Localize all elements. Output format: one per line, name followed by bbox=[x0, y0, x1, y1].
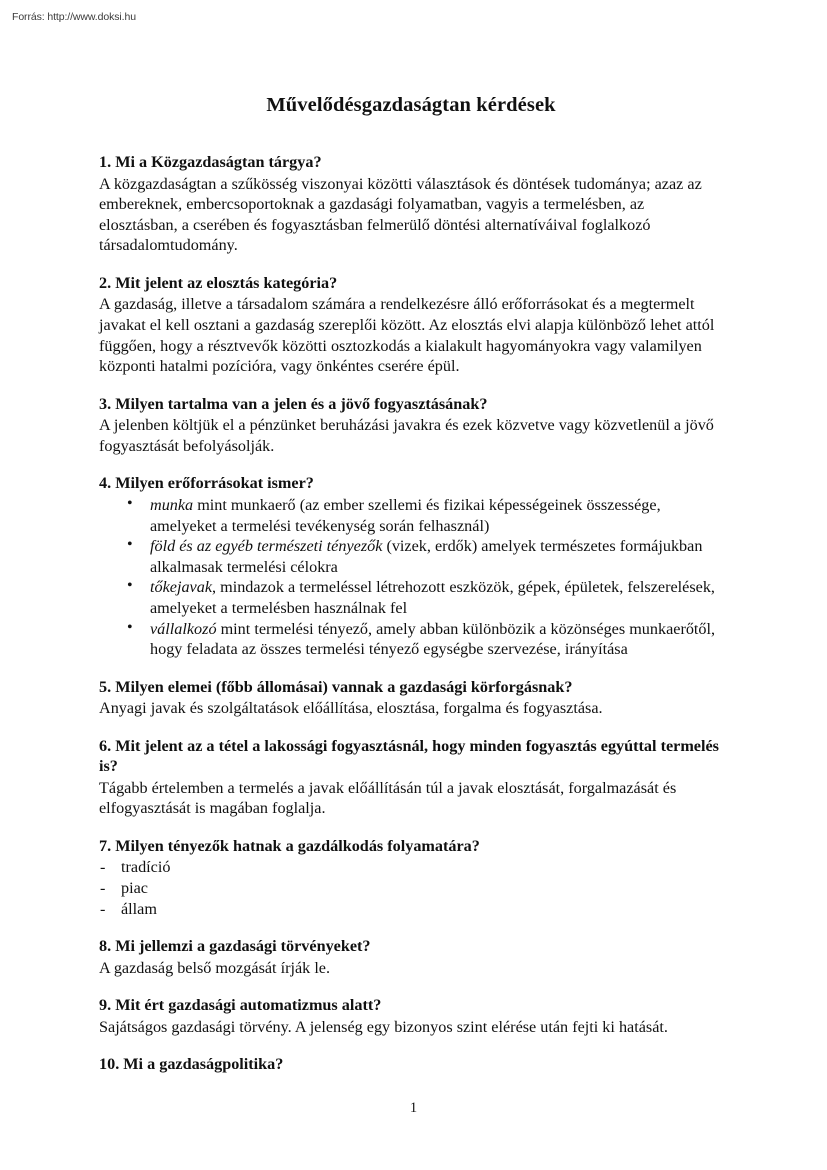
bullet-term: föld és az egyéb természeti tényezők bbox=[150, 537, 383, 556]
qa-block-10 bbox=[99, 1054, 723, 1075]
list-item: - tradíció bbox=[99, 857, 723, 878]
qa-block-8 bbox=[99, 936, 723, 978]
question-heading-8: 8. Mi jellemzi a gazdasági törvényeket? bbox=[99, 937, 371, 956]
answer-text-8: A gazdaság belső mozgását írják le. bbox=[99, 958, 331, 977]
qa-block-7 bbox=[99, 836, 723, 919]
bullet-term: tőkejavak bbox=[150, 578, 213, 597]
bullet-text: (vizek, erdők) amelyek természetes formájukban alkalmasak termelési célokra bbox=[150, 537, 703, 576]
qa-block-4 bbox=[99, 473, 723, 659]
answer-text-3: A jelenben költjük el a pénzünket beruházási javakra és ezek közvetve vagy közvetlenül a jövő fogyasztását befolyásolják. bbox=[99, 416, 714, 455]
bullet-text: mint termelési tényező, amely abban különbözik a közönséges munkaerőtől, hogy feladata az összes termelési tényező egységbe szervezése, irányítása bbox=[150, 619, 716, 659]
question-heading-7: 7. Milyen tényezők hatnak a gazdálkodás folyamatára? bbox=[99, 836, 480, 855]
bullet-text: mint munkaerő (az ember szellemi és fizikai képességeinek összessége, amelyeket a termelési tevékenység során felhasznál) bbox=[150, 495, 661, 535]
qa-block-5 bbox=[99, 677, 723, 719]
bullet-term: munka bbox=[150, 495, 194, 514]
qa-block-2 bbox=[99, 273, 723, 377]
question-heading-5: 5. Milyen elemei (főbb állomásai) vannak a gazdasági körforgásnak? bbox=[99, 677, 573, 696]
answer-text-6: Tágabb értelemben a termelés a javak előállításán túl a javak elosztását, forgalmazását és elfogyasztását is magában foglalja. bbox=[99, 778, 677, 818]
question-heading-2: 2. Mit jelent az elosztás kategória? bbox=[99, 273, 338, 292]
question-heading-3: 3. Milyen tartalma van a jelen és a jövő fogyasztásának? bbox=[99, 394, 488, 413]
answer-text-9: Sajátságos gazdasági törvény. A jelenség egy bizonyos szint elérése után fejti ki hatását. bbox=[99, 1017, 668, 1036]
question-heading-1: 1. Mi a Közgazdaságtan tárgya? bbox=[99, 153, 322, 171]
list-item bbox=[99, 619, 723, 660]
qa-block-9 bbox=[99, 995, 723, 1037]
qa-block-6 bbox=[99, 736, 723, 819]
qa-block-1 bbox=[99, 152, 723, 256]
list-item bbox=[99, 495, 723, 536]
document-body bbox=[99, 92, 723, 1092]
question-heading-6: 6. Mit jelent az a tétel a lakossági fogyasztásnál, hogy minden fogyasztás egyúttal termelés is? bbox=[99, 736, 719, 776]
list-item: - állam bbox=[99, 899, 723, 920]
bullet-text: , mindazok a termeléssel létrehozott eszközök, gépek, épületek, felszerelések, amelyeket a termelésben használnak fel bbox=[150, 578, 715, 617]
list-item bbox=[99, 536, 723, 577]
answer-text-1: A közgazdaságtan a szűkösség viszonyai közötti választások és döntések tudománya; azaz az embereknek, embercsoportoknak a gazdasági folyamatban, vagyis a termelésben, az elosztásban, a cserében és fogyasztásban felmerülő döntési alternatíváival foglalkozó társadalomtudomány. bbox=[99, 174, 702, 255]
answer-text-2: A gazdaság, illetve a társadalom számára a rendelkezésre álló erőforrásokat és a megtermelt javakat el kell osztani a gazdaság szereplői között. Az elosztás elvi alapja különböző lehet attól függően, hogy a résztvevők közötti osztozkodás a kialakult hagyományokra vagy valamilyen központi hatalmi pozícióra, vagy önkéntes cserére épül. bbox=[99, 295, 715, 376]
list-item bbox=[99, 577, 723, 618]
question-heading-9: 9. Mit ért gazdasági automatizmus alatt? bbox=[99, 996, 382, 1015]
qa-block-3 bbox=[99, 394, 723, 457]
page-number: 1 bbox=[409, 1100, 418, 1116]
answer-text-5: Anyagi javak és szolgáltatások előállítása, elosztása, forgalma és fogyasztása. bbox=[99, 699, 603, 718]
source-watermark: Forrás: http://www.doksi.hu bbox=[12, 11, 136, 23]
question-heading-4: 4. Milyen erőforrásokat ismer? bbox=[99, 474, 314, 493]
page-title: Művelődésgazdaságtan kérdések bbox=[266, 94, 556, 116]
list-item: - piac bbox=[99, 878, 723, 899]
question-heading-10: 10. Mi a gazdaságpolitika? bbox=[99, 1055, 284, 1074]
factor-dash-list bbox=[99, 857, 723, 919]
resource-bullet-list bbox=[99, 495, 723, 660]
bullet-term: vállalkozó bbox=[150, 619, 217, 638]
